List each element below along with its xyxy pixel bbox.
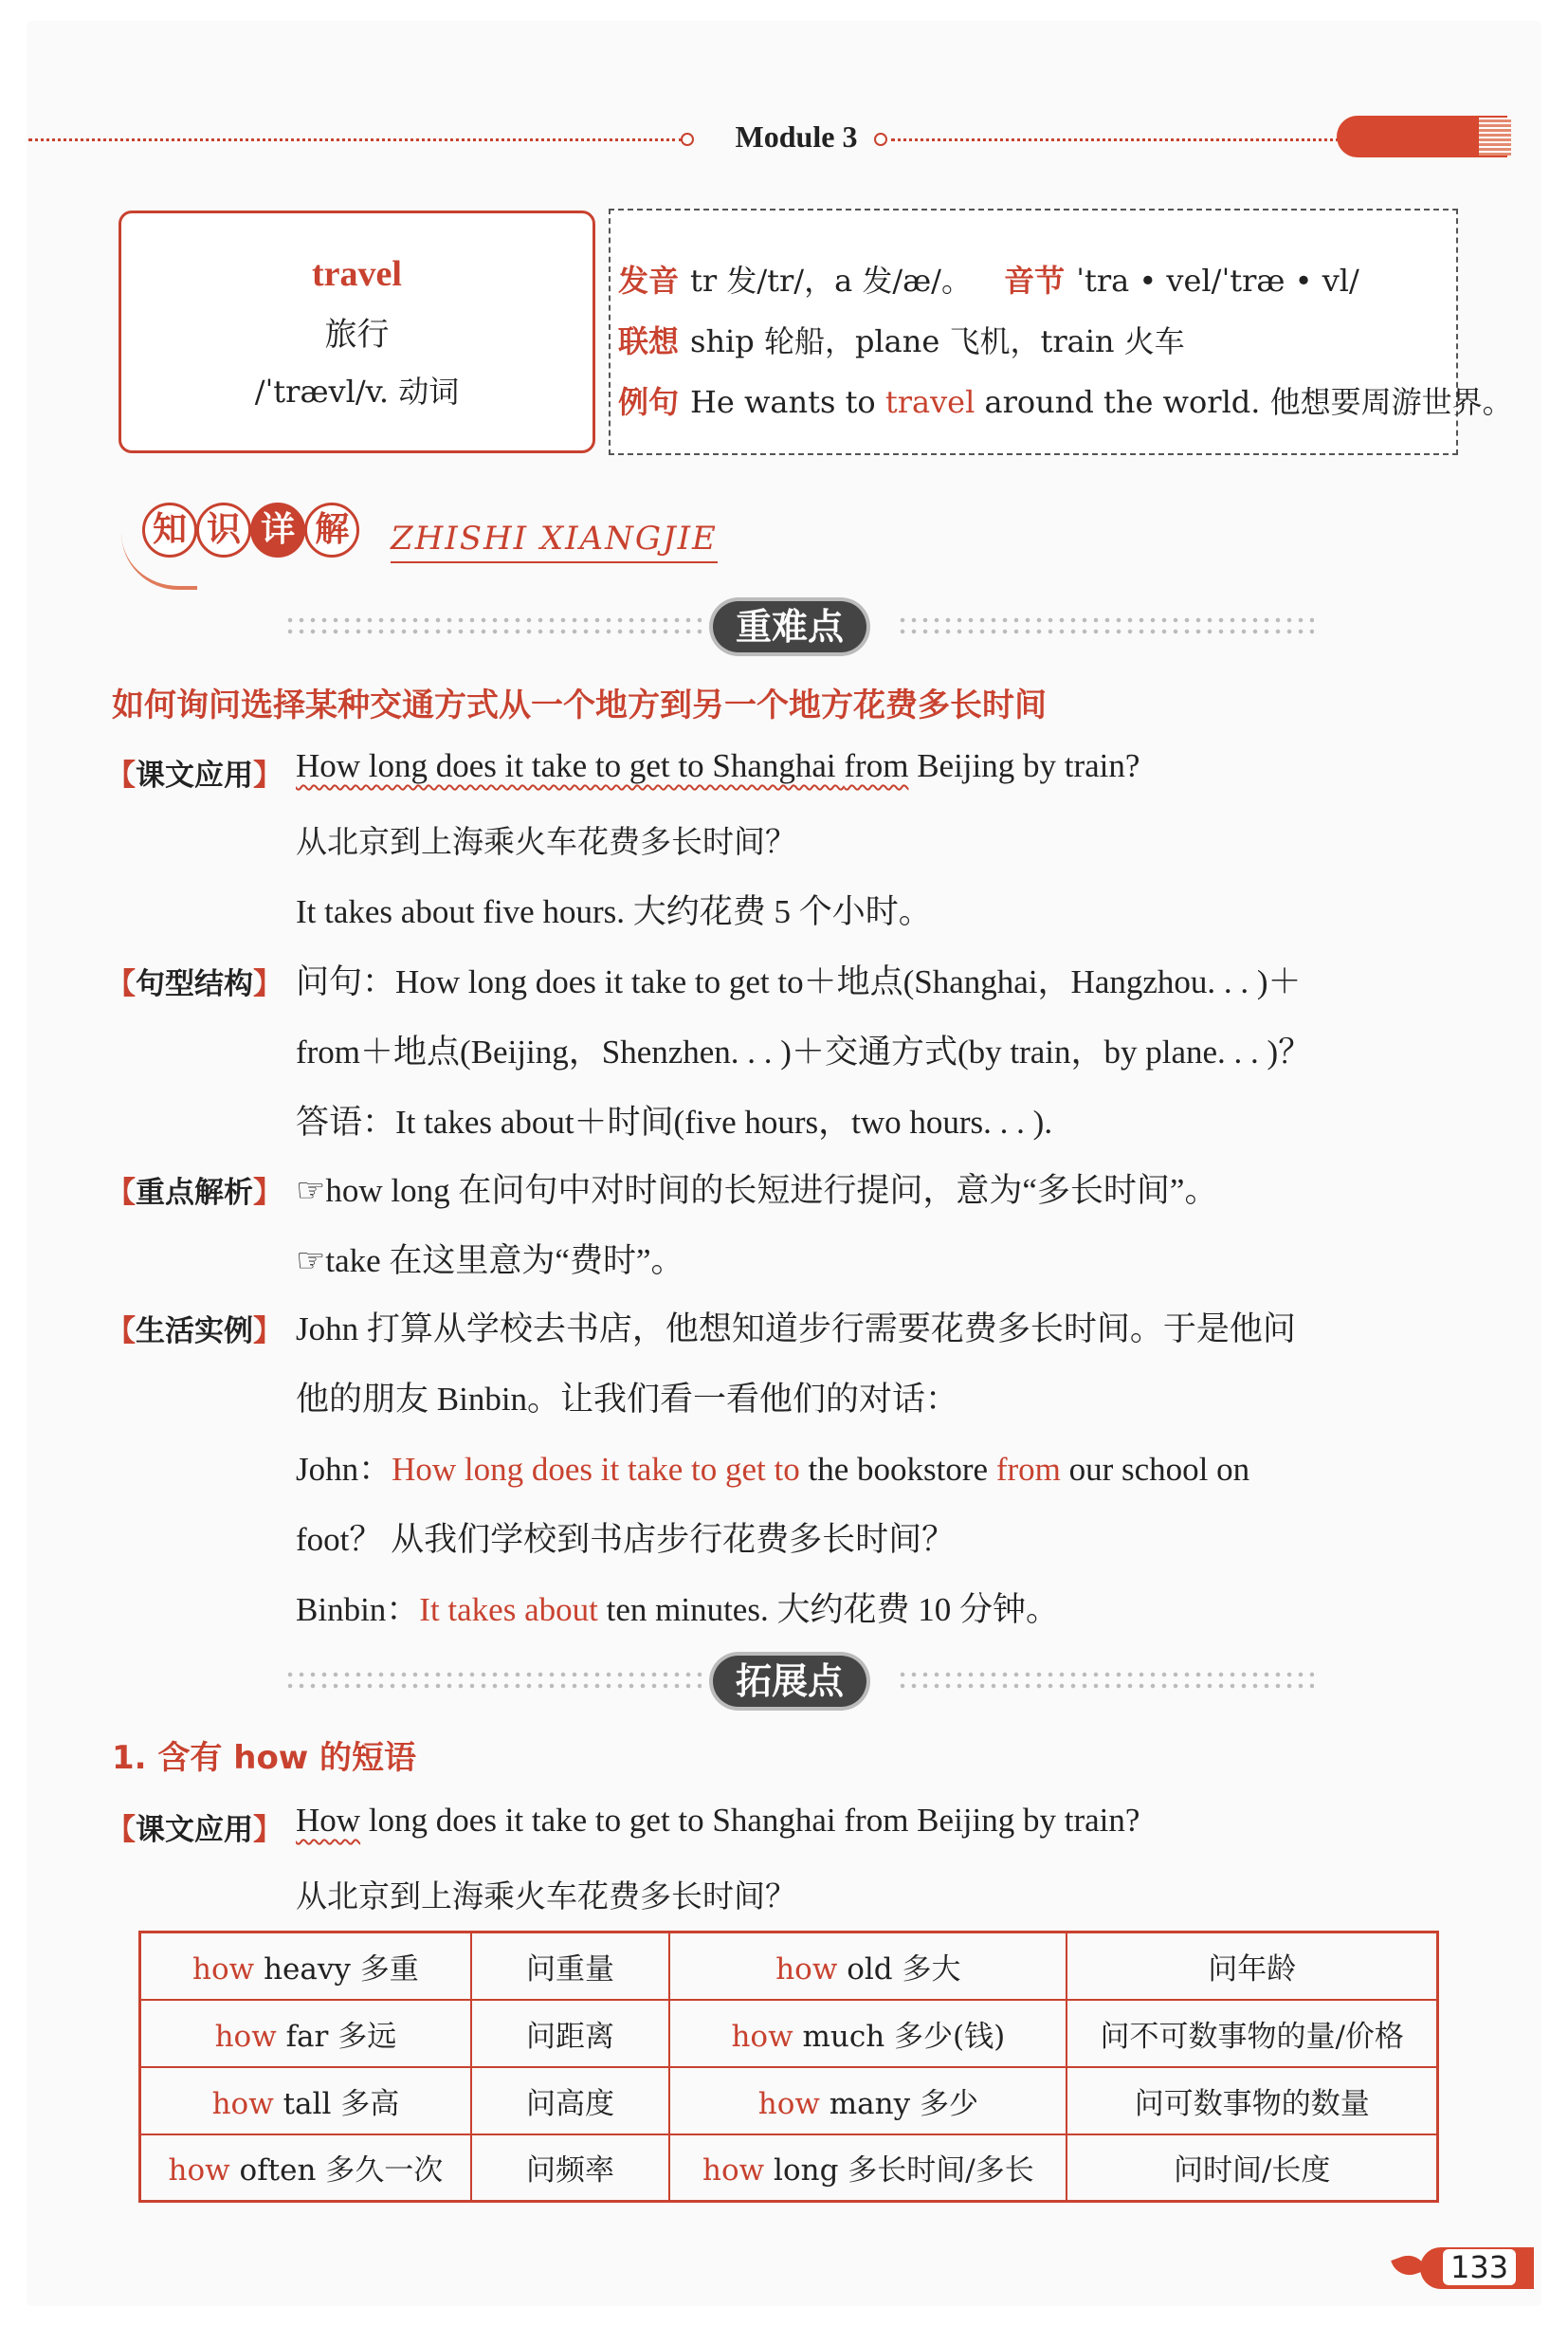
section-char-2: 识 — [196, 503, 251, 558]
assoc-text: ship 轮船，plane 飞机，train 火车 — [690, 323, 1185, 359]
app-answer: It takes about five hours. 大约花费 5 个小时。 — [296, 893, 932, 930]
vocab-word: travel — [312, 254, 402, 294]
syll-label: 音节 — [1004, 263, 1066, 299]
life-line-2: 他的朋友 Binbin。让我们看一看他们的对话： — [296, 1381, 959, 1418]
tag-app-text: 课文应用 — [136, 759, 253, 793]
header-rule-right — [891, 138, 1346, 141]
header-dot-left — [681, 133, 694, 146]
section-char-4: 解 — [304, 503, 359, 558]
section-char-1: 知 — [142, 503, 197, 558]
table-cell: 问频率 — [471, 2134, 670, 2202]
tag-analysis: 【重点解析】 — [106, 1176, 283, 1210]
john-key-1: How long does it take to get to — [392, 1451, 800, 1488]
table-row — [140, 2134, 1438, 2202]
tag-app: 【课文应用】 — [106, 759, 283, 793]
john-name: John： — [296, 1451, 392, 1488]
page-number-tab — [1420, 2247, 1534, 2289]
table-cell: how often 多久一次 — [140, 2134, 471, 2202]
analysis-line-1: ☞how long 在问句中对时间的长短进行提问，意为“多长时间”。 — [296, 1172, 1218, 1209]
table-cell: 问可数事物的数量 — [1067, 2067, 1437, 2134]
ext-app-en-a: How — [296, 1802, 361, 1839]
john-end: our school on — [1060, 1451, 1250, 1488]
tag-ext-app: 【课文应用】 — [106, 1813, 283, 1847]
app-en-b: from — [844, 747, 909, 784]
pron-text: tr 发/tr/，a 发/æ/。 — [690, 263, 972, 299]
vocab-card — [119, 211, 595, 453]
table-cell: 问高度 — [471, 2067, 670, 2134]
table-cell: how many 多少 — [669, 2067, 1067, 2134]
tag-ext-app-text: 课文应用 — [136, 1813, 253, 1847]
pron-label: 发音 — [618, 263, 680, 299]
dots-right-1 — [897, 614, 1314, 639]
app-cn: 从北京到上海乘火车花费多长时间？ — [296, 823, 796, 860]
table-row — [140, 2067, 1438, 2134]
binbin-line — [296, 1584, 1059, 1631]
section-char-3: 详 — [250, 503, 305, 558]
john-key-2: from — [995, 1451, 1061, 1488]
extension-badge: 拓展点 — [713, 1656, 866, 1707]
tag-life: 【生活实例】 — [106, 1314, 283, 1348]
dots-left-1 — [284, 614, 702, 639]
table-cell: 问年龄 — [1067, 1932, 1437, 2000]
app-en-c: Beijing by train? — [908, 747, 1140, 784]
life-line-1: John 打算从学校去书店，他想知道步行需要花费多长时间。于是他问 — [296, 1310, 1296, 1347]
header-rule-left — [28, 138, 683, 141]
table-cell: 问距离 — [471, 2000, 670, 2067]
example-row — [618, 372, 1513, 432]
analysis-line-2: ☞take 在这里意为“费时”。 — [296, 1242, 684, 1279]
table-cell: how long 多长时间/多长 — [669, 2134, 1067, 2202]
table-cell: 问不可数事物的量/价格 — [1067, 2000, 1437, 2067]
table-cell: how tall 多高 — [140, 2067, 471, 2134]
module-title: Module 3 — [735, 119, 858, 154]
example-pre: He wants to — [690, 384, 885, 420]
table-cell: how old 多大 — [669, 1932, 1067, 2000]
table-cell: 问时间/长度 — [1067, 2134, 1437, 2202]
tag-struct-text: 句型结构 — [136, 967, 253, 1001]
john-line-1 — [296, 1443, 1249, 1491]
table-cell: 问重量 — [471, 1932, 670, 2000]
table-cell: how heavy 多重 — [140, 1932, 471, 2000]
struct-line-1: 问句：How long does it take to get to＋地点(Shanghai，Hangzhou. . . )＋ — [296, 963, 1302, 1000]
key-points-title: 如何询问选择某种交通方式从一个地方到另一个地方花费多长时间 — [112, 687, 1047, 724]
example-label: 例句 — [618, 384, 680, 420]
key-points-badge: 重难点 — [713, 601, 866, 652]
john-mid: the bookstore — [799, 1451, 996, 1488]
how-phrases-table — [138, 1931, 1439, 2203]
table-row — [140, 2000, 1438, 2067]
vocab-info-box — [609, 209, 1513, 455]
app-en — [296, 747, 1140, 785]
section-pinyin: ZHISHI XIANGJIE — [391, 520, 718, 563]
ext-app-en-b: long does it take to get to Shanghai from Beijing by train? — [360, 1802, 1140, 1839]
header-dot-right — [874, 133, 887, 146]
tag-life-text: 生活实例 — [136, 1314, 253, 1348]
struct-line-2: from＋地点(Beijing，Shenzhen. . . )＋交通方式(by train，by plane. . . )？ — [296, 1034, 1312, 1071]
tag-struct: 【句型结构】 — [106, 967, 283, 1001]
table-cell: how much 多少(钱) — [669, 2000, 1067, 2067]
example-post: around the world. 他想要周游世界。 — [975, 384, 1513, 420]
binbin-key: It takes about — [419, 1591, 598, 1628]
assoc-label: 联想 — [618, 323, 680, 359]
ext-app-cn: 从北京到上海乘火车花费多长时间？ — [296, 1877, 796, 1914]
syll-text: ˈtra • vel/ˈtræ • vl/ — [1076, 263, 1359, 299]
extension-title: 1. 含有 how 的短语 — [112, 1739, 417, 1777]
john-line-2: foot？ 从我们学校到书店步行花费多长时间？ — [296, 1521, 956, 1558]
tag-analysis-text: 重点解析 — [136, 1176, 253, 1210]
section-heading — [142, 503, 354, 578]
ext-app-en — [296, 1802, 1140, 1840]
header-stripes — [1479, 118, 1511, 156]
struct-line-3: 答语：It takes about＋时间(five hours，two hours. . . ). — [296, 1104, 1053, 1141]
dots-left-2 — [284, 1669, 702, 1694]
pronunciation-row — [618, 250, 1456, 311]
vocab-phonetic: /ˈtrævl/v. 动词 — [254, 374, 460, 410]
vocab-meaning: 旅行 — [324, 316, 390, 354]
table-row — [140, 1932, 1438, 2000]
dots-right-2 — [897, 1669, 1314, 1694]
binbin-name: Binbin： — [296, 1591, 420, 1628]
page-number: 133 — [1443, 2249, 1516, 2285]
binbin-end: ten minutes. 大约花费 10 分钟。 — [597, 1591, 1059, 1628]
association-row — [618, 311, 1456, 372]
example-key: travel — [884, 384, 975, 420]
app-en-a: How long does it take to get to Shanghai — [296, 747, 845, 784]
table-cell: how far 多远 — [140, 2000, 471, 2067]
